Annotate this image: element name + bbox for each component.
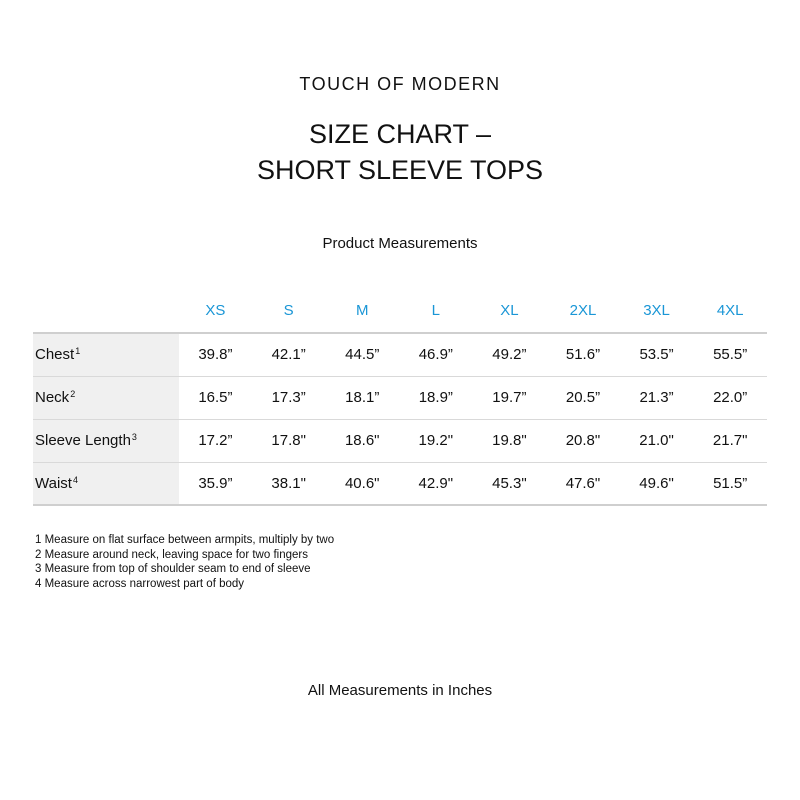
table-cell: 19.7” — [492, 389, 527, 406]
row-label — [33, 419, 179, 462]
row-label — [33, 376, 179, 419]
table-cell: 21.7" — [712, 432, 748, 449]
table-cell: 21.3” — [639, 389, 674, 406]
size-header: L — [431, 301, 440, 319]
size-header: 3XL — [643, 301, 670, 319]
table-cell: 51.6” — [565, 346, 601, 364]
brand-logo: TOUCH OF MODERN — [299, 74, 501, 94]
table-cell: 17.3” — [271, 389, 306, 406]
units-note: All Measurements in Inches — [307, 682, 493, 699]
footnote-marker: 3 — [131, 432, 137, 442]
row-label — [33, 333, 179, 376]
footnote-marker: 4 — [72, 474, 78, 485]
table-cell: 19.2" — [418, 432, 454, 449]
footnote: 1 Measure on flat surface between armpits, multiply by two — [35, 534, 335, 546]
size-header: 2XL — [569, 301, 597, 319]
table-cell: 19.8" — [492, 432, 527, 449]
table-cell: 44.5” — [345, 346, 380, 364]
size-header: S — [283, 301, 294, 319]
title-line-2: SHORT SLEEVE TOPS — [256, 155, 544, 185]
table-cell: 39.8” — [198, 346, 233, 364]
size-table — [33, 288, 767, 506]
size-header: M — [355, 301, 369, 319]
footnote-marker: 1 — [75, 346, 81, 357]
size-header: XS — [205, 301, 226, 319]
table-row-chest — [33, 333, 767, 376]
table-cell: 40.6" — [344, 474, 380, 492]
table-row-waist — [33, 462, 767, 505]
table-cell: 20.5” — [565, 389, 601, 406]
table-subtitle: Product Measurements — [322, 235, 478, 252]
table-cell: 20.8" — [565, 432, 601, 449]
table-cell: 47.6" — [565, 474, 601, 492]
row-label-text: Neck — [35, 389, 70, 406]
row-label — [33, 462, 179, 505]
table-cell: 18.9” — [418, 389, 453, 406]
table-cell: 55.5” — [713, 346, 748, 364]
table-cell: 49.6" — [639, 474, 674, 492]
footnote: 4 Measure across narrowest part of body — [35, 577, 245, 590]
table-cell: 46.9” — [418, 346, 453, 364]
table-cell: 22.0” — [713, 389, 748, 406]
table-cell: 35.9” — [198, 474, 233, 492]
table-cell: 16.5” — [198, 389, 233, 406]
table-cell: 45.3" — [492, 474, 527, 492]
size-header: XL — [500, 301, 519, 319]
size-header-row — [33, 288, 767, 333]
size-header: 4XL — [716, 301, 744, 319]
title-line-1: SIZE CHART – — [308, 119, 492, 149]
row-label-text: Waist — [35, 474, 72, 492]
table-cell: 18.1” — [345, 389, 380, 406]
table-cell: 51.5” — [713, 474, 748, 492]
table-cell: 49.2” — [492, 346, 527, 364]
table-cell: 53.5” — [639, 346, 674, 364]
page-title — [0, 116, 800, 188]
row-label-text: Chest — [35, 346, 75, 364]
table-row-neck — [33, 376, 767, 419]
table-cell: 42.9" — [418, 474, 454, 492]
table-cell: 38.1" — [271, 474, 306, 492]
row-label-text: Sleeve Length — [35, 432, 131, 449]
table-cell: 21.0" — [639, 432, 674, 449]
table-row-sleeve-length — [33, 419, 767, 462]
footnotes — [35, 533, 334, 591]
footnote: 3 Measure from top of shoulder seam to end of sleeve — [35, 563, 311, 575]
footnote: 2 Measure around neck, leaving space for two fingers — [35, 548, 308, 561]
table-cell: 42.1” — [271, 346, 306, 364]
table-cell: 18.6" — [344, 432, 380, 449]
footnote-marker: 2 — [70, 389, 76, 399]
table-cell: 17.8" — [271, 432, 306, 449]
corner-cell — [33, 288, 179, 333]
table-cell: 17.2” — [198, 432, 233, 449]
